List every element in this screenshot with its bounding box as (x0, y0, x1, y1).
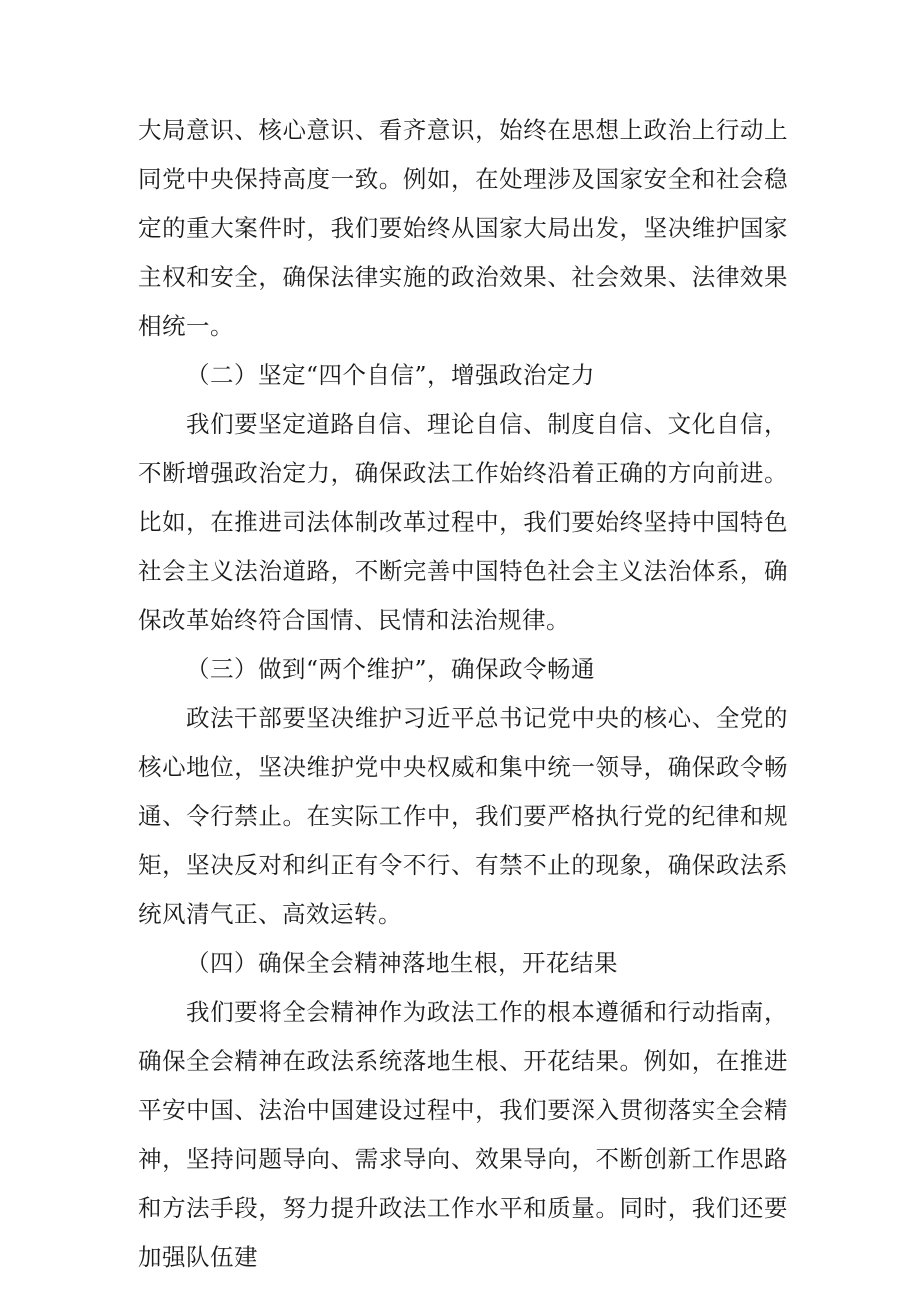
document-page (138, 106, 788, 1282)
section-heading-4: （四）确保全会精神落地生根，开花结果 (186, 949, 618, 977)
section-heading-3: （三）做到“两个维护”，确保政令畅通 (186, 655, 596, 683)
section-heading-2: （二）坚定“四个自信”，增强政治定力 (186, 361, 596, 389)
paragraph-plenary-spirit: 我们要将全会精神作为政法工作的根本遵循和行动指南，确保全会精神在政法系统落地生根、开花结果。例如，在推进平安中国、法治中国建设过程中，我们要深入贯彻落实全会精神，坚持问题导向、需求导向、效果导向，不断创新工作思路和方法手段，努力提升政法工作水平和质量。同时，我们还要加强队伍建 (138, 998, 788, 1271)
paragraph-four-confidences: 我们要坚定道路自信、理论自信、制度自信、文化自信，不断增强政治定力，确保政法工作始终沿着正确的方向前进。比如，在推进司法体制改革过程中，我们要始终坚持中国特色社会主义法治道路，不断完善中国特色社会主义法治体系，确保改革始终符合国情、民情和法治规律。 (138, 410, 788, 634)
paragraph-two-safeguards: 政法干部要坚决维护习近平总书记党中央的核心、全党的核心地位，坚决维护党中央权威和集中统一领导，确保政令畅通、令行禁止。在实际工作中，我们要严格执行党的纪律和规矩，坚决反对和纠正有令不行、有禁不止的现象，确保政法系统风清气正、高效运转。 (138, 704, 788, 928)
paragraph-continuation: 大局意识、核心意识、看齐意识，始终在思想上政治上行动上同党中央保持高度一致。例如，在处理涉及国家安全和社会稳定的重大案件时，我们要始终从国家大局出发，坚决维护国家主权和安全，确保法律实施的政治效果、社会效果、法律效果相统一。 (138, 116, 788, 340)
